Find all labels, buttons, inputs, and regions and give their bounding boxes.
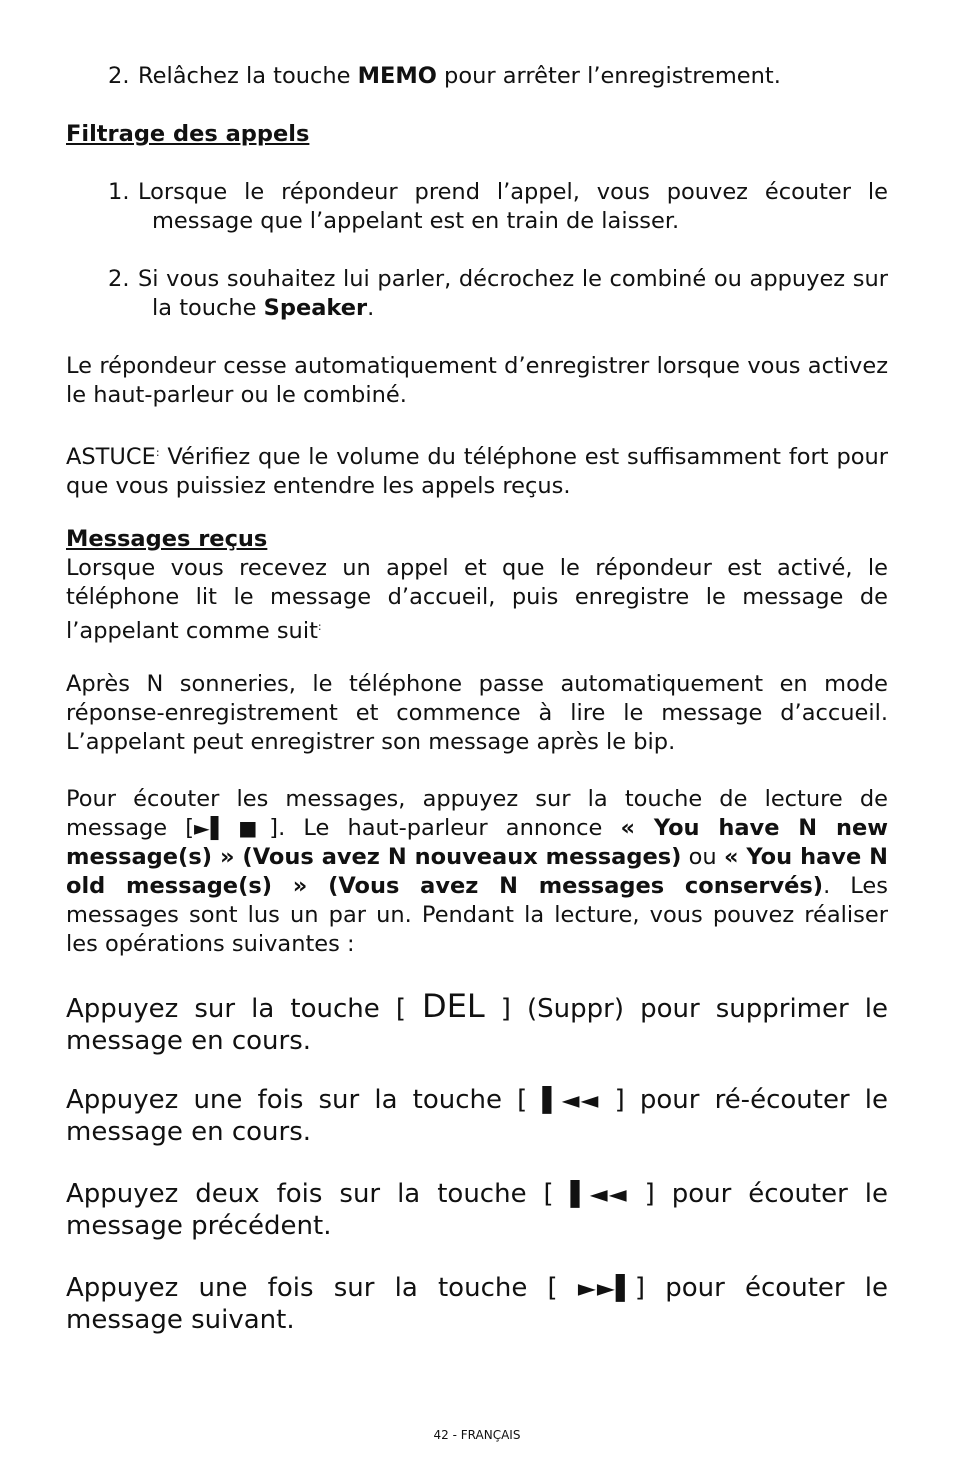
received-intro-paragraph [66,554,888,646]
step-number: 1. [108,179,130,205]
speaker-key-label: Speaker [263,295,368,321]
instruction-before: Appuyez sur la touche [ [66,994,423,1024]
listen-text-2: ]. Le haut-parleur annonce [269,815,621,841]
listen-text-3: ou [681,844,724,870]
new-messages-announcement: « You have N new message(s) » (Vous avez N nouveaux messages) [66,815,889,870]
tip-label: ASTUCE [66,444,156,470]
play-stop-icon: ►▌■ [194,816,270,840]
instruction-after: ] (Suppr) pour supprimer le message en cours. [66,994,888,1056]
after-rings-paragraph: Après N sonneries, le téléphone passe automatiquement en mode réponse-enregistrement et commence à lire le message d’accueil. L’appelant peut enregistrer son message après le bip. [66,671,888,755]
instruction-after: ] pour écouter le message suivant. [66,1273,888,1335]
skip-back-icon: ▌◄◄ [570,1180,628,1208]
instruction-before: Appuyez deux fois sur la touche [ [66,1179,571,1209]
instruction-before: Appuyez une fois sur la touche [ [66,1273,578,1303]
received-heading: Messages reçus [66,526,268,552]
delete-instruction [66,987,888,1057]
repeat-instruction [66,1084,888,1148]
next-instruction [66,1272,888,1336]
memo-key-label: MEMO [357,63,437,89]
recording-step-2 [108,62,888,91]
step-text: Lorsque le répondeur prend l’appel, vous pouvez écouter le message que l’appelant est en train de laisser. [138,179,888,234]
previous-instruction [66,1178,888,1242]
listen-paragraph [66,785,888,959]
page-footer: 42 - FRANÇAIS [433,1428,521,1442]
instruction-after: ] pour ré-écouter le message en cours. [66,1085,888,1147]
tip-colon: : [155,446,160,459]
skip-forward-icon: ►►▌ [577,1274,635,1302]
tip-paragraph [66,438,888,501]
step-text-before: Relâchez la touche [138,63,358,89]
tip-text: Vérifiez que le volume du téléphone est suffisamment fort pour que vous puissiez entendre les appels reçus. [66,444,888,499]
screening-heading: Filtrage des appels [66,121,310,147]
step-text-after: pour arrêter l’enregistrement. [436,63,781,89]
skip-back-icon: ▌◄◄ [542,1086,600,1114]
instruction-before: Appuyez une fois sur la touche [ [66,1085,543,1115]
received-intro-text: Lorsque vous recevez un appel et que le répondeur est activé, le téléphone lit le message d’accueil, puis enregistre le message de l’appelant comme suit [66,555,888,644]
step-number: 2. [108,63,130,89]
step-text-after: . [367,295,375,321]
step-number: 2. [108,266,130,292]
instruction-after: ] pour écouter le message précédent. [66,1179,889,1241]
old-messages-announcement: « You have N old message(s) » (Vous avez N messages conservés) [66,844,888,899]
screening-step-1 [108,178,888,236]
del-key-label: DEL [422,987,485,1025]
auto-stop-paragraph: Le répondeur cesse automatiquement d’enregistrer lorsque vous activez le haut-parleur ou le combiné. [66,353,888,408]
received-intro-colon: : [317,620,322,633]
step-text-before: Si vous souhaitez lui parler, décrochez le combiné ou appuyez sur la touche [138,266,888,321]
listen-text-4: . Les messages sont lus un par un. Pendant la lecture, vous pouvez réaliser les opérations suivantes : [66,873,888,957]
listen-text-1: Pour écouter les messages, appuyez sur la touche de lecture de message [ [66,786,888,841]
screening-step-2 [108,265,888,323]
